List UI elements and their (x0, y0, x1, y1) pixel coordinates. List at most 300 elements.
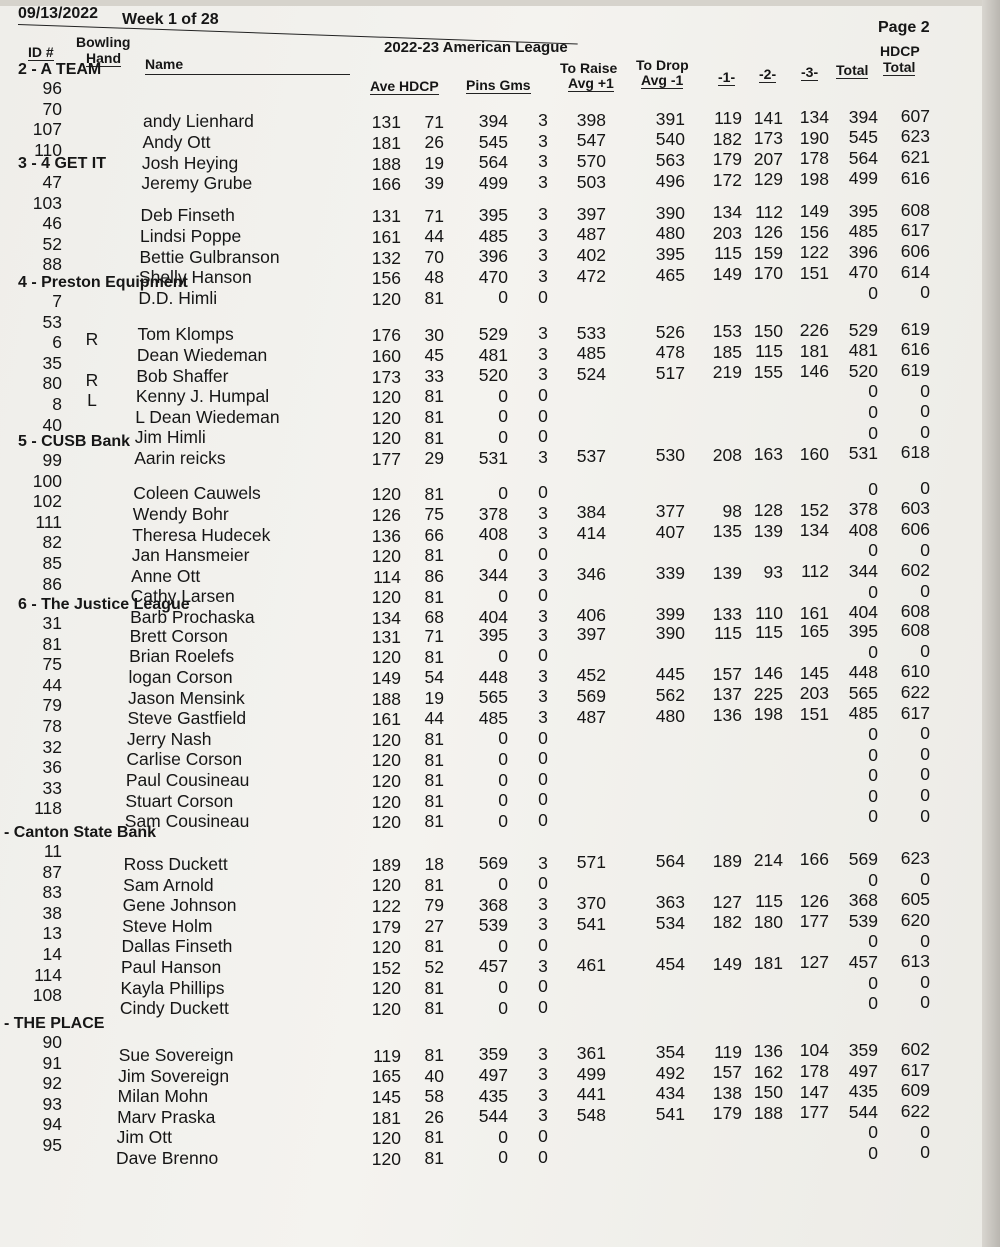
cell-hdcp: 71 (424, 111, 444, 132)
cell-hdcp: 81 (424, 998, 444, 1019)
cell-id: 40 (42, 414, 62, 435)
cell-hdcp: 81 (424, 874, 444, 895)
cell-g1: 133 (712, 603, 742, 624)
cell-gms: 0 (538, 585, 548, 606)
cell-id: 31 (42, 613, 62, 633)
cell-pins: 531 (478, 447, 508, 468)
cell-htotal: 0 (920, 868, 930, 889)
cell-gms: 3 (538, 706, 548, 727)
cell-pins: 404 (478, 606, 508, 627)
cell-htotal: 606 (900, 241, 930, 262)
cell-ave: 120 (371, 791, 401, 812)
cell-g1: 119 (714, 1041, 742, 1062)
cell-raise: 361 (576, 1043, 606, 1064)
cell-id: 38 (42, 902, 62, 923)
cell-name: Jim Sovereign (118, 1065, 230, 1086)
cell-name: Milan Mohn (117, 1086, 209, 1107)
cell-hdcp: 54 (424, 667, 444, 688)
cell-g3: 112 (801, 561, 829, 582)
league-title: 2022-23 American League (384, 39, 568, 56)
cell-htotal: 0 (920, 539, 930, 560)
cell-hdcp: 26 (424, 132, 444, 153)
cell-g3: 178 (799, 1061, 829, 1082)
cell-hdcp: 71 (424, 626, 444, 647)
cell-gms: 0 (538, 426, 548, 447)
cell-hdcp: 81 (424, 586, 444, 607)
cell-ave: 179 (371, 916, 401, 937)
cell-gms: 3 (538, 151, 548, 172)
cell-gms: 0 (538, 727, 548, 748)
cell-g1: 172 (712, 169, 742, 190)
cell-g2: 126 (753, 222, 783, 243)
cell-ave: 131 (371, 206, 401, 227)
cell-g1: 134 (712, 202, 742, 223)
team-header: - Canton State Bank (4, 824, 157, 841)
cell-htotal: 607 (900, 105, 930, 126)
paper-top-strip (0, 0, 1000, 6)
cell-total: 0 (868, 1142, 878, 1163)
cell-htotal: 608 (900, 199, 930, 220)
cell-raise: 397 (576, 203, 606, 224)
cell-drop: 434 (655, 1083, 685, 1104)
cell-ave: 120 (371, 729, 401, 750)
cell-pins: 0 (498, 997, 508, 1018)
cell-g3: 177 (799, 1102, 829, 1123)
cell-id: 111 (35, 511, 62, 532)
col-game-1: -1- (718, 69, 736, 85)
cell-ave: 120 (371, 812, 401, 833)
cell-ave: 120 (371, 770, 401, 791)
cell-total: 539 (848, 910, 878, 931)
cell-htotal: 0 (920, 421, 930, 442)
cell-pins: 565 (478, 687, 508, 708)
cell-pins: 394 (478, 110, 508, 131)
cell-g2: 198 (753, 704, 783, 725)
cell-name: Aarin reicks (134, 448, 226, 469)
cell-raise: 402 (576, 245, 606, 265)
cell-name: Ross Duckett (123, 853, 228, 874)
cell-id: 96 (42, 78, 62, 98)
cell-htotal: 609 (900, 1080, 930, 1101)
col-bowling: Bowling (76, 34, 131, 50)
cell-pins: 485 (478, 225, 508, 246)
cell-total: 0 (868, 972, 878, 993)
cell-pins: 457 (478, 956, 508, 977)
cell-hdcp: 70 (424, 246, 444, 267)
cell-htotal: 613 (900, 951, 930, 972)
cell-pins: 544 (478, 1106, 508, 1127)
cell-name: Gene Johnson (122, 895, 237, 916)
cell-g2: 150 (753, 1082, 783, 1103)
cell-total: 0 (868, 1122, 878, 1143)
cell-htotal: 616 (900, 167, 930, 188)
cell-drop: 541 (655, 1104, 685, 1125)
cell-drop: 534 (655, 913, 685, 934)
cell-htotal: 619 (900, 318, 930, 339)
cell-total: 435 (848, 1081, 878, 1102)
cell-g2: 136 (753, 1041, 783, 1062)
cell-id: 102 (32, 491, 62, 512)
cell-total: 0 (868, 478, 878, 499)
cell-htotal: 0 (920, 380, 930, 401)
cell-gms: 3 (538, 502, 548, 523)
col-pins-gms: Pins Gms (466, 77, 531, 93)
cell-hdcp: 81 (424, 646, 444, 667)
cell-ave: 152 (371, 957, 401, 978)
cell-pins: 529 (478, 323, 508, 344)
cell-hdcp: 79 (424, 895, 444, 916)
cell-g2: 112 (755, 201, 783, 222)
cell-drop: 390 (655, 623, 685, 644)
cell-htotal: 0 (920, 640, 930, 661)
cell-g1: 115 (714, 243, 742, 264)
cell-raise: 398 (576, 109, 606, 130)
cell-gms: 0 (538, 809, 548, 830)
cell-name: Anne Ott (131, 565, 201, 586)
cell-ave: 120 (371, 750, 401, 771)
cell-htotal: 622 (900, 1101, 930, 1122)
cell-hdcp: 81 (424, 936, 444, 957)
cell-htotal: 0 (920, 971, 930, 992)
cell-ave: 166 (371, 174, 401, 195)
cell-hdcp: 29 (424, 448, 444, 469)
cell-drop: 517 (655, 363, 685, 384)
cell-gms: 3 (538, 852, 548, 873)
cell-total: 544 (848, 1101, 878, 1122)
cell-hdcp: 81 (424, 749, 444, 770)
cell-id: 85 (42, 553, 62, 573)
cell-ave: 173 (371, 366, 401, 387)
cell-htotal: 617 (900, 702, 930, 723)
cell-name: Wendy Bohr (132, 504, 229, 525)
cell-name: Steve Holm (122, 915, 213, 936)
cell-raise: 346 (576, 564, 606, 585)
cell-total: 0 (868, 540, 878, 561)
cell-raise: 503 (576, 171, 606, 192)
cell-g1: 179 (712, 149, 742, 170)
cell-ave: 177 (371, 448, 401, 469)
cell-id: 52 (42, 233, 62, 254)
cell-g1: 149 (712, 953, 742, 974)
cell-id: 7 (52, 291, 62, 311)
cell-id: 8 (52, 394, 62, 414)
cell-total: 368 (848, 890, 878, 911)
cell-total: 470 (848, 262, 878, 283)
cell-total: 0 (868, 282, 878, 303)
cell-total: 485 (848, 703, 878, 724)
cell-htotal: 606 (900, 519, 930, 540)
cell-g1: 157 (712, 663, 742, 684)
cell-hdcp: 81 (424, 545, 444, 566)
cell-hdcp: 81 (424, 811, 444, 832)
cell-g1: 185 (712, 341, 742, 362)
cell-g3: 156 (799, 221, 829, 242)
cell-drop: 395 (655, 244, 685, 265)
cell-htotal: 0 (920, 785, 930, 806)
cell-pins: 0 (498, 790, 508, 811)
cell-htotal: 0 (920, 992, 930, 1013)
col-to-raise-sub: Avg +1 (568, 75, 614, 91)
cell-gms: 0 (538, 384, 548, 405)
cell-ave: 119 (373, 1045, 401, 1066)
cell-id: 99 (42, 450, 62, 470)
cell-htotal: 621 (900, 147, 930, 168)
cell-ave: 189 (371, 854, 401, 875)
cell-total: 499 (848, 168, 878, 189)
cell-total: 404 (848, 602, 878, 623)
cell-g2: 181 (753, 953, 783, 974)
cell-total: 569 (848, 848, 878, 869)
cell-htotal: 605 (900, 889, 930, 910)
cell-pins: 368 (478, 894, 508, 915)
col-total: Total (836, 62, 869, 78)
cell-g3: 166 (799, 849, 829, 870)
cell-gms: 0 (538, 543, 548, 564)
cell-name: Kenny J. Humpal (135, 386, 270, 407)
cell-id: 110 (34, 139, 62, 160)
cell-name: Jan Hansmeier (131, 545, 250, 566)
cell-name: Sam Arnold (123, 874, 214, 895)
cell-hdcp: 81 (424, 790, 444, 811)
cell-total: 457 (848, 951, 878, 972)
cell-ave: 131 (371, 626, 401, 647)
cell-htotal: 618 (900, 442, 930, 463)
cell-raise: 461 (576, 955, 606, 976)
cell-htotal: 0 (920, 580, 930, 601)
cell-g3: 226 (799, 320, 829, 341)
cell-g3: 149 (799, 201, 829, 222)
cell-g3: 122 (799, 242, 829, 263)
name-underline (145, 74, 350, 75)
cell-name: Bob Shaffer (136, 365, 229, 386)
cell-raise: 487 (576, 706, 606, 727)
cell-id: 6 (52, 332, 62, 353)
cell-id: 86 (42, 573, 62, 594)
cell-pins: 545 (478, 131, 508, 152)
cell-drop: 377 (655, 501, 685, 522)
cell-g3: 147 (799, 1081, 829, 1102)
cell-total: 359 (848, 1039, 878, 1060)
cell-pins: 0 (498, 769, 508, 790)
cell-hdcp: 81 (424, 1127, 444, 1148)
cell-ave: 181 (371, 1107, 401, 1128)
cell-name: Bettie Gulbranson (139, 246, 280, 267)
cell-g3: 178 (799, 148, 829, 169)
cell-total: 545 (848, 127, 878, 148)
cell-gms: 0 (538, 748, 548, 769)
cell-g2: 115 (755, 891, 783, 912)
cell-name: Jeremy Grube (141, 173, 253, 194)
col-name: Name (145, 56, 184, 72)
cell-ave: 136 (371, 525, 401, 546)
cell-g2: 188 (753, 1102, 783, 1123)
cell-total: 0 (868, 785, 878, 806)
cell-gms: 0 (538, 1146, 548, 1167)
cell-id: 46 (42, 213, 62, 234)
cell-g3: 145 (799, 662, 829, 683)
cell-ave: 126 (371, 504, 401, 525)
cell-total: 395 (848, 620, 878, 641)
cell-raise: 414 (576, 523, 606, 543)
cell-g2: 155 (753, 361, 783, 382)
cell-raise: 571 (576, 852, 606, 873)
cell-total: 0 (868, 641, 878, 662)
cell-pins: 0 (498, 935, 508, 956)
cell-htotal: 602 (900, 560, 930, 581)
cell-ave: 120 (371, 647, 401, 668)
cell-g2: 146 (753, 663, 783, 684)
cell-hdcp: 75 (424, 504, 444, 525)
cell-gms: 0 (538, 768, 548, 789)
cell-name: Andy Ott (142, 131, 211, 152)
cell-drop: 399 (655, 604, 685, 625)
cell-id: 100 (32, 470, 62, 491)
col-to-drop: To Drop (636, 57, 689, 73)
cell-g3: 181 (799, 340, 829, 361)
cell-drop: 391 (655, 108, 685, 129)
cell-id: 87 (42, 861, 62, 882)
cell-pins: 0 (498, 1147, 508, 1168)
cell-g3: 134 (799, 107, 829, 128)
cell-pins: 378 (478, 503, 508, 524)
cell-total: 520 (848, 360, 878, 381)
cell-gms: 3 (538, 955, 548, 976)
cell-pins: 0 (498, 645, 508, 666)
cell-g3: 151 (799, 703, 829, 724)
cell-ave: 156 (371, 268, 401, 289)
cell-name: Brian Roelefs (129, 646, 235, 667)
cell-total: 565 (848, 682, 878, 703)
cell-hdcp: 40 (424, 1065, 444, 1086)
cell-total: 378 (848, 499, 878, 520)
cell-ave: 181 (371, 132, 401, 153)
cell-gms: 3 (538, 130, 548, 151)
cell-htotal: 610 (900, 661, 930, 682)
team-header: 5 - CUSB Bank (18, 433, 131, 450)
cell-total: 395 (848, 200, 878, 221)
cell-gms: 3 (538, 245, 548, 266)
cell-gms: 3 (538, 343, 548, 364)
cell-pins: 0 (498, 873, 508, 894)
cell-ave: 160 (371, 345, 401, 366)
cell-raise: 441 (576, 1084, 606, 1105)
cell-total: 394 (848, 106, 878, 127)
cell-gms: 3 (538, 364, 548, 385)
cell-name: Steve Gastfield (127, 708, 247, 729)
cell-pins: 0 (498, 810, 508, 831)
cell-id: 47 (42, 172, 62, 192)
cell-raise: 406 (576, 605, 606, 626)
cell-g1: 137 (712, 684, 742, 705)
cell-id: 80 (42, 373, 62, 394)
cell-total: 529 (848, 319, 878, 340)
cell-ave: 165 (371, 1066, 401, 1087)
cell-g2: 214 (753, 850, 783, 871)
cell-g1: 115 (714, 622, 742, 643)
cell-pins: 448 (478, 666, 508, 687)
cell-ave: 176 (371, 325, 401, 346)
cell-hand: R (85, 369, 99, 390)
cell-g1: 98 (722, 500, 742, 521)
cell-hdcp: 44 (424, 226, 444, 247)
cell-id: 44 (42, 674, 62, 695)
cell-total: 481 (848, 340, 878, 361)
cell-ave: 120 (371, 484, 401, 505)
cell-drop: 339 (655, 563, 685, 584)
cell-name: Carlise Corson (126, 749, 243, 770)
cell-raise: 452 (576, 665, 606, 686)
cell-htotal: 0 (920, 805, 930, 826)
cell-g1: 182 (712, 128, 742, 149)
cell-id: 91 (42, 1052, 62, 1073)
team-header: 6 - The Justice League (18, 596, 190, 613)
cell-total: 344 (848, 560, 878, 581)
cell-name: Cindy Duckett (119, 998, 229, 1019)
cell-htotal: 616 (900, 339, 930, 360)
cell-hdcp: 81 (424, 288, 444, 309)
cell-id: 33 (42, 777, 62, 798)
cell-id: 93 (42, 1093, 62, 1114)
cell-pins: 0 (498, 482, 508, 503)
cell-gms: 3 (538, 914, 548, 935)
cell-gms: 3 (538, 171, 548, 192)
cell-total: 564 (848, 147, 878, 168)
cell-g2: 110 (755, 603, 783, 624)
cell-id: 14 (42, 944, 62, 964)
cell-g3: 160 (799, 443, 829, 464)
cell-drop: 354 (655, 1042, 685, 1063)
cell-ave: 188 (371, 688, 401, 709)
cell-name: Cathy Larsen (130, 586, 235, 607)
cell-pins: 0 (498, 585, 508, 606)
cell-raise: 547 (576, 130, 606, 151)
cell-hdcp: 44 (424, 708, 444, 729)
cell-drop: 454 (655, 954, 685, 975)
cell-g1: 203 (712, 222, 742, 243)
cell-drop: 526 (655, 321, 685, 342)
cell-total: 485 (848, 221, 878, 242)
cell-name: Sam Cousineau (124, 811, 250, 832)
cell-name: Theresa Hudecek (132, 524, 271, 545)
cell-g1: 189 (712, 850, 742, 871)
cell-hdcp: 26 (424, 1106, 444, 1127)
col-game-3: -3- (801, 64, 819, 80)
cell-name: Lindsi Poppe (140, 225, 242, 246)
cell-gms: 0 (538, 789, 548, 810)
cell-g1: 182 (712, 912, 742, 933)
cell-raise: 533 (576, 322, 606, 343)
cell-pins: 539 (478, 915, 508, 936)
cell-total: 0 (868, 401, 878, 422)
cell-hdcp: 81 (424, 483, 444, 504)
cell-raise: 487 (576, 224, 606, 245)
cell-g2: 128 (753, 500, 783, 521)
cell-drop: 390 (655, 202, 685, 223)
cell-g1: 136 (712, 704, 742, 725)
cell-id: 107 (32, 119, 62, 140)
cell-g2: 129 (753, 169, 783, 190)
cell-gms: 0 (538, 1125, 548, 1146)
cell-htotal: 623 (900, 126, 930, 147)
cell-gms: 3 (538, 1064, 548, 1085)
cell-id: 90 (42, 1032, 62, 1052)
cell-g2: 115 (755, 622, 783, 643)
cell-id: 70 (42, 98, 62, 119)
cell-raise: 537 (576, 446, 606, 467)
cell-name: Shelly Hanson (138, 267, 252, 288)
cell-hdcp: 27 (424, 915, 444, 936)
cell-g3: 126 (799, 890, 829, 911)
